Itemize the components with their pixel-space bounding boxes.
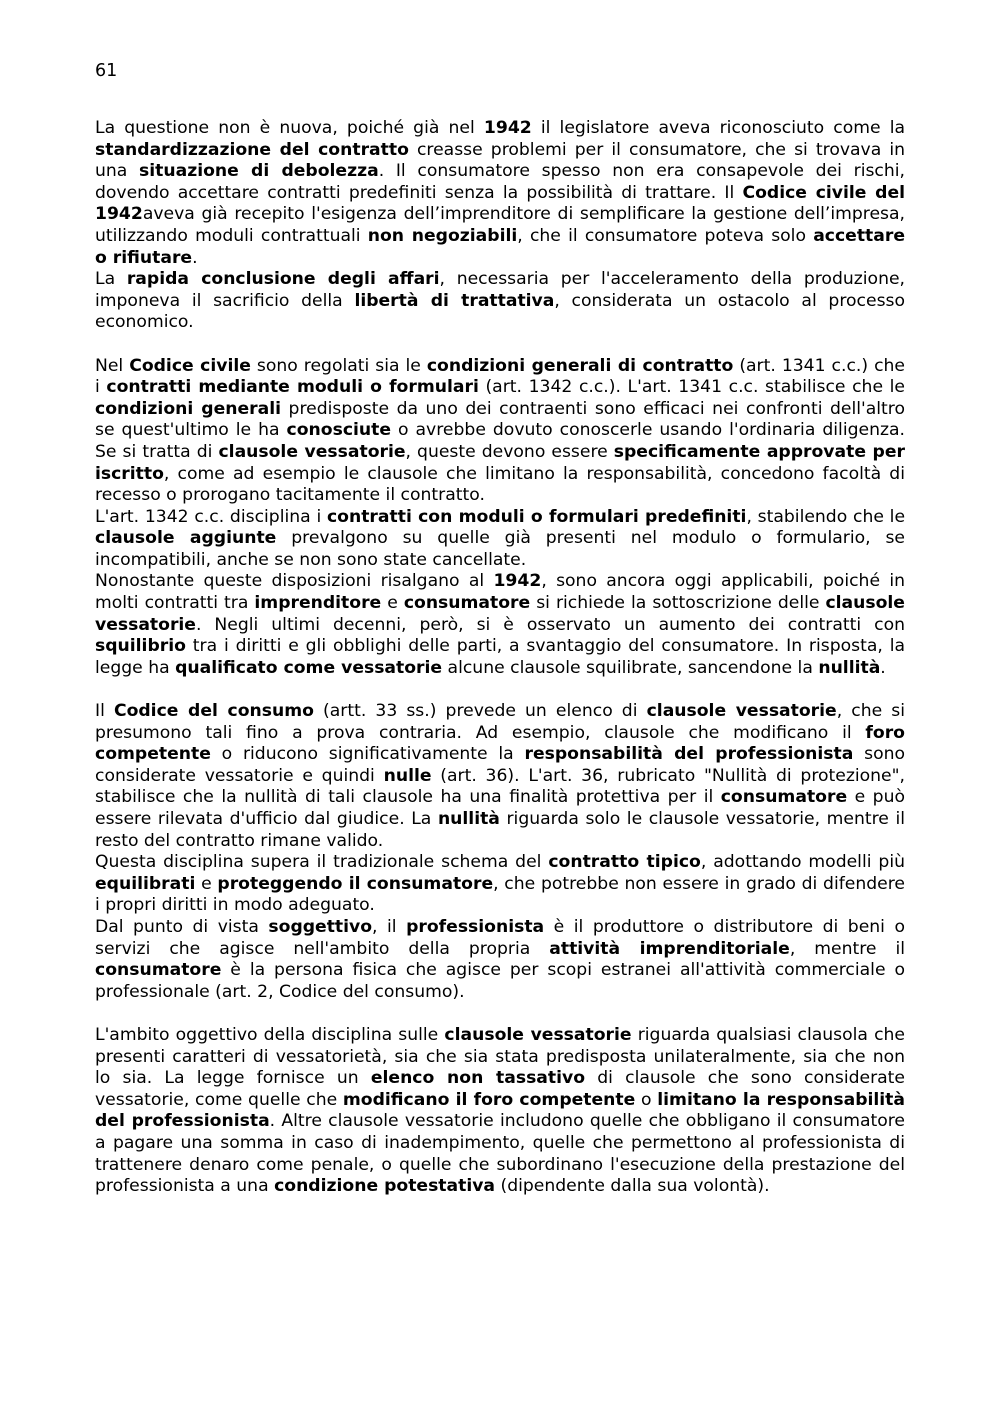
bold-text: equilibrati	[95, 873, 196, 894]
text-run: e può essere rilevata d'ufficio dal giudice. La	[95, 787, 905, 829]
text-run: (dipendente dalla sua volontà).	[495, 1176, 770, 1197]
text-run: . Altre clausole vessatorie includono quelle che obbligano il consumatore a pagare una somma in caso di inadempimento, quelle che permettono al professionista di trattenere denaro come penale, o quelle che subordinano l'esecuzione della prestazione del professionista a una	[95, 1111, 906, 1197]
text-run: riguarda solo le clausole vessatorie, mentre il resto del contratto rimane valido.	[95, 809, 906, 851]
bold-text: Codice civile del 1942	[95, 182, 905, 225]
bold-text: clausole vessatorie	[444, 1024, 632, 1045]
text-run: prevalgono su quelle già presenti nel modulo o formulario, se incompatibili, anche se non sono state cancellate.	[95, 528, 905, 570]
bold-text: clausole vessatorie	[218, 441, 406, 462]
text-run: sono considerate vessatorie e quindi	[95, 744, 905, 786]
text-run: , mentre il	[789, 938, 905, 959]
text-run: alcune clausole squilibrate, sancendone la	[442, 657, 819, 678]
text-run: L'art. 1342 c.c. disciplina i	[95, 506, 327, 527]
paragraph-gap	[95, 679, 905, 701]
bold-text: imprenditore	[254, 593, 382, 614]
bold-text: clausole vessatorie	[95, 593, 905, 635]
text-run: Il	[95, 701, 114, 722]
paragraph-gap	[95, 1003, 905, 1025]
bold-text: squilibrio	[95, 636, 186, 657]
bold-text: contratto tipico	[548, 852, 701, 873]
paragraph	[95, 1025, 905, 1198]
bold-text: limitano la responsabilità del professionista	[95, 1089, 905, 1132]
bold-text: Codice del consumo	[113, 701, 314, 722]
text-run: e	[381, 593, 404, 614]
bold-text: modificano il foro competente	[342, 1089, 636, 1110]
text-run: sono regolati sia le	[250, 355, 427, 376]
bold-text: specificamente approvate per iscritto	[95, 441, 905, 484]
paragraph	[95, 852, 905, 917]
bold-text: elenco non tassativo	[370, 1068, 586, 1089]
page-number: 61	[95, 61, 118, 81]
paragraph	[95, 507, 905, 572]
bold-text: nullità	[437, 809, 500, 829]
paragraph	[95, 571, 905, 679]
text-run: , che il consumatore poteva solo	[517, 225, 814, 246]
text-run: , sono ancora oggi applicabili, poiché in molti contratti tra	[95, 571, 905, 614]
text-run: , necessaria per l'acceleramento della produzione, imponeva il sacrificio della	[95, 269, 905, 311]
text-run: , il	[372, 916, 407, 937]
text-run: , stabilendo che le	[746, 506, 906, 527]
text-run: .	[192, 247, 198, 268]
text-run: Dal punto di vista	[95, 916, 269, 937]
text-run: (artt. 33 ss.) prevede un elenco di	[313, 701, 647, 722]
text-run: , queste devono essere	[405, 441, 614, 462]
text-run: . Il consumatore spesso non era consapevole dei rischi, dovendo accettare contratti predefiniti senza la possibilità di trattare. Il	[95, 161, 905, 203]
bold-text: 1942	[483, 118, 532, 138]
text-run: è il produttore o distributore di beni o servizi che agisce nell'ambito della propria	[95, 916, 905, 959]
bold-text: situazione di debolezza	[139, 161, 379, 182]
paragraph	[95, 917, 905, 1003]
bold-text: rapida conclusione degli affari	[126, 269, 440, 290]
bold-text: 1942	[493, 571, 542, 592]
text-run: o riducono significativamente la	[210, 744, 525, 765]
text-run: Nonostante queste disposizioni risalgano al	[95, 571, 494, 592]
text-run: , adottando modelli più	[700, 852, 905, 873]
text-run: si richiede la sottoscrizione delle	[530, 593, 826, 614]
text-run: il legislatore aveva riconosciuto come la	[531, 118, 906, 138]
bold-text: Codice civile	[129, 355, 251, 376]
bold-text: foro competente	[95, 722, 905, 765]
text-run: , come ad esempio le clausole che limitano la responsabilità, concedono facoltà di recesso o prorogano tacitamente il contratto.	[95, 463, 905, 506]
bold-text: condizioni generali di contratto	[426, 355, 734, 376]
text-run: Questa disciplina supera il tradizionale schema del	[95, 852, 549, 873]
bold-text: responsabilità del professionista	[524, 744, 854, 765]
bold-text: libertà di trattativa	[354, 290, 555, 311]
text-run: (art. 1341 c.c.) che i	[95, 355, 905, 398]
bold-text: soggettivo	[268, 916, 373, 937]
bold-text: qualificato come vessatorie	[175, 657, 443, 678]
bold-text: nullità	[818, 657, 881, 678]
bold-text: professionista	[406, 916, 545, 937]
text-run: predisposte da uno dei contraenti sono efficaci nei confronti dell'altro se quest'ultimo le ha	[95, 398, 906, 441]
bold-text: attività imprenditoriale	[549, 938, 790, 959]
bold-text: contratti con moduli o formulari predefiniti	[326, 506, 747, 527]
bold-text: consumatore	[720, 787, 848, 808]
text-run: tra i diritti e gli obblighi delle parti, a svantaggio del consumatore. In risposta, la legge ha	[95, 636, 905, 678]
text-run: .	[880, 657, 886, 678]
text-run: o avrebbe dovuto conoscerle usando l'ordinaria diligenza. Se si tratta di	[95, 420, 905, 462]
bold-text: nulle	[383, 765, 432, 786]
text-run: , considerata un ostacolo al processo economico.	[95, 290, 905, 333]
text-run: creasse problemi per il consumatore, che si trovava in una	[95, 139, 905, 182]
text-run: aveva già recepito l'esigenza dell’imprenditore di semplificare la gestione dell’impresa, utilizzando moduli contrattuali	[95, 204, 905, 246]
text-run: riguarda qualsiasi clausola che presenti caratteri di vessatorietà, sia che sia stata predisposta unilateralmente, sia che non lo sia. La legge fornisce un	[95, 1024, 905, 1089]
bold-text: consumatore	[403, 593, 531, 614]
bold-text: proteggendo il consumatore	[217, 873, 494, 894]
text-run: , che si presumono tali fino a prova contraria. Ad esempio, clausole che modificano il	[95, 701, 906, 743]
bold-text: condizione potestativa	[274, 1176, 496, 1197]
paragraph	[95, 356, 905, 507]
paragraph-gap	[95, 334, 905, 356]
paragraph	[95, 269, 905, 334]
text-run: o	[635, 1089, 658, 1110]
bold-text: accettare o rifiutare	[95, 225, 905, 268]
bold-text: consumatore	[95, 960, 222, 981]
text-run: (art. 1342 c.c.). L'art. 1341 c.c. stabilisce che le	[478, 377, 905, 398]
text-run: (art. 36). L'art. 36, rubricato "Nullità di protezione", stabilisce che la nullità di tali clausole ha una finalità protettiva per il	[95, 765, 905, 808]
text-run: Nel	[95, 355, 130, 376]
bold-text: condizioni generali	[95, 398, 282, 419]
paragraph	[95, 118, 905, 269]
bold-text: clausole aggiunte	[95, 528, 277, 549]
paragraph	[95, 701, 905, 852]
bold-text: clausole vessatorie	[646, 701, 837, 722]
text-run: di clausole che sono considerate vessatorie, come quelle che	[95, 1068, 905, 1110]
text-run: . Negli ultimi decenni, però, si è osservato un aumento dei contratti con	[195, 614, 905, 635]
bold-text: non negoziabili	[367, 225, 518, 246]
text-run: L'ambito oggettivo della disciplina sulle	[95, 1024, 445, 1045]
bold-text: contratti mediante moduli o formulari	[106, 377, 479, 398]
bold-text: conosciute	[286, 420, 392, 441]
body-text	[95, 118, 905, 1198]
text-run: è la persona fisica che agisce per scopi estranei all'attività commerciale o professionale (art. 2, Codice del consumo).	[95, 960, 905, 1002]
bold-text: standardizzazione del contratto	[95, 139, 409, 160]
text-run: La questione non è nuova, poiché già nel	[95, 118, 484, 138]
text-run: La	[95, 269, 127, 290]
text-run: , che potrebbe non essere in grado di difendere i propri diritti in modo adeguato.	[95, 873, 905, 916]
text-run: e	[195, 873, 218, 894]
